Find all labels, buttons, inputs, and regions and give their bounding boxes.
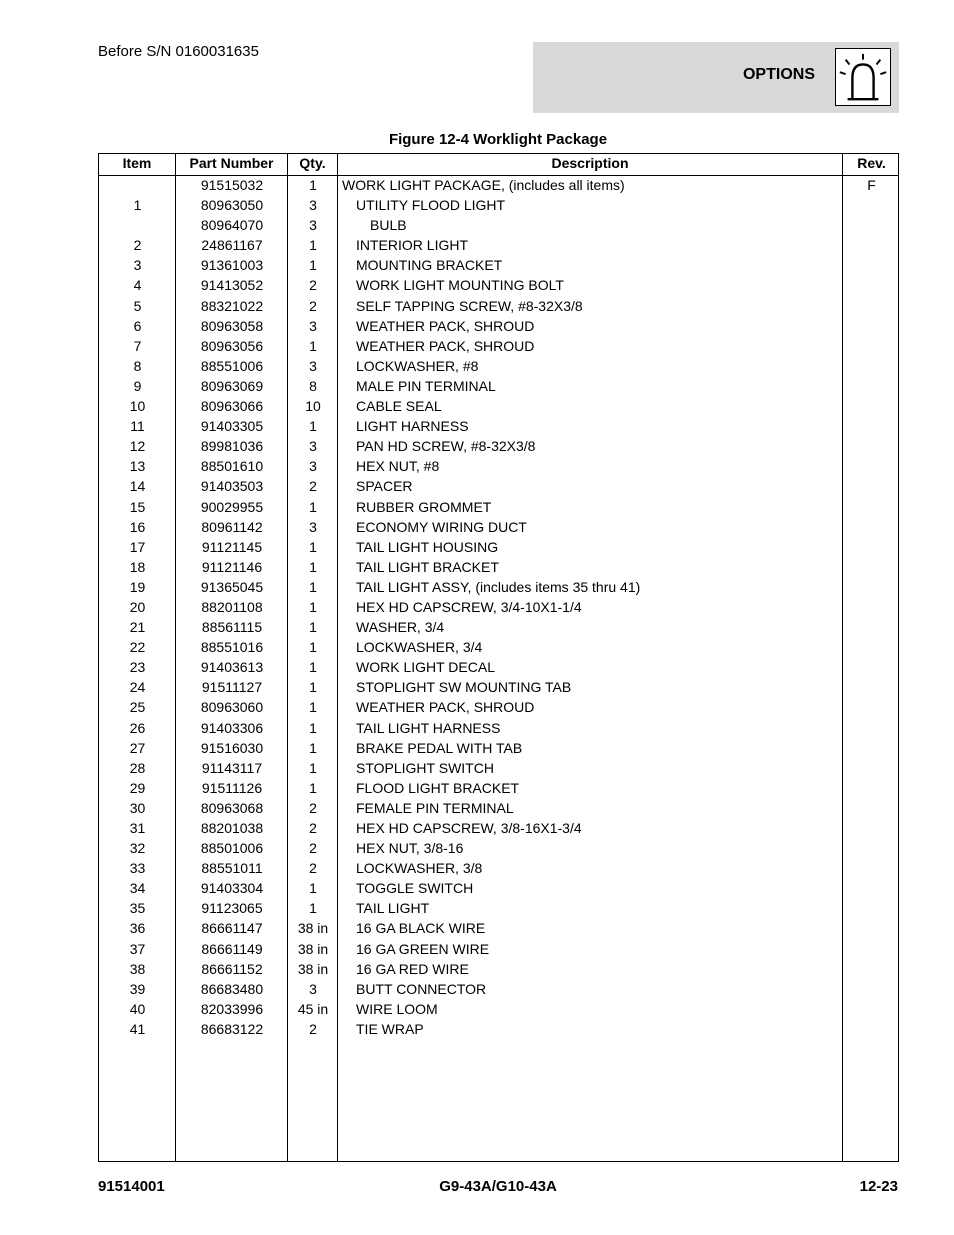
- cell-item: 38: [129, 960, 146, 977]
- cell-part-number: 86661152: [201, 960, 263, 977]
- cell-qty: 3: [309, 357, 317, 374]
- cell-part-number: 80963056: [200, 337, 264, 354]
- cell-item: 39: [129, 980, 146, 997]
- table-row: [99, 235, 898, 255]
- table-row: [99, 537, 898, 557]
- cell-part-number: 91123065: [201, 900, 263, 917]
- cell-item: 22: [129, 639, 146, 656]
- cell-item: 17: [129, 538, 146, 555]
- cell-description: UTILITY FLOOD LIGHT: [356, 197, 506, 214]
- table-row: [99, 838, 898, 858]
- cell-description: TOGGLE SWITCH: [356, 880, 474, 897]
- cell-description: BRAKE PEDAL WITH TAB: [356, 739, 523, 756]
- cell-qty: 1: [309, 900, 317, 917]
- cell-qty: 1: [309, 739, 317, 756]
- cell-part-number: 88201108: [201, 598, 263, 615]
- cell-description: WORK LIGHT PACKAGE, (includes all items): [342, 177, 625, 193]
- col-header-part-number: Part Number: [189, 155, 274, 171]
- cell-part-number: 80964070: [200, 217, 264, 234]
- cell-item: 27: [129, 739, 146, 756]
- cell-item: 15: [129, 498, 146, 515]
- table-row: [99, 758, 898, 778]
- cell-part-number: 24861167: [201, 237, 263, 254]
- cell-item: 13: [129, 458, 146, 475]
- table-row: [99, 597, 898, 617]
- table-row: [99, 416, 898, 436]
- table-row: [99, 316, 898, 336]
- cell-description: RUBBER GROMMET: [356, 498, 492, 515]
- table-row: [99, 858, 898, 878]
- cell-item: 37: [129, 940, 146, 957]
- cell-item: 21: [129, 619, 146, 636]
- cell-part-number: 86661149: [201, 940, 263, 957]
- cell-qty: 1: [309, 699, 317, 716]
- cell-part-number: 80963068: [200, 799, 264, 816]
- cell-description: WIRE LOOM: [356, 1000, 438, 1017]
- figure-title: Figure 12-4 Worklight Package: [388, 131, 608, 148]
- table-row: [99, 557, 898, 577]
- cell-part-number: 91511127: [201, 679, 263, 696]
- cell-item: 36: [129, 920, 146, 937]
- cell-item: 40: [129, 1000, 146, 1017]
- cell-part-number: 82033996: [200, 1000, 264, 1017]
- table-row: [99, 476, 898, 496]
- table-row: [99, 1019, 898, 1039]
- cell-qty: 1: [309, 237, 317, 254]
- cell-part-number: 88561115: [201, 619, 263, 636]
- cell-item: 23: [129, 659, 146, 676]
- cell-description: LOCKWASHER, 3/8: [356, 860, 483, 877]
- cell-item: 33: [129, 860, 146, 877]
- cell-description: BULB: [370, 217, 407, 234]
- cell-part-number: 89981036: [200, 438, 264, 455]
- cell-item: 11: [130, 418, 145, 435]
- cell-description: WASHER, 3/4: [356, 619, 445, 636]
- cell-description: HEX HD CAPSCREW, 3/8-16X1-3/4: [356, 820, 582, 836]
- cell-qty: 1: [309, 639, 317, 656]
- cell-item: 26: [129, 719, 146, 736]
- cell-qty: 2: [309, 860, 317, 877]
- cell-item: 41: [129, 1020, 146, 1037]
- table-row: [99, 255, 898, 275]
- cell-item: 32: [129, 840, 146, 857]
- cell-qty: 1: [309, 759, 317, 776]
- cell-item: 19: [129, 578, 146, 595]
- cell-item: 12: [129, 438, 146, 455]
- doc-number: 91514001: [98, 1178, 165, 1195]
- cell-part-number: 91403503: [200, 478, 264, 495]
- col-header-description: Description: [551, 155, 629, 171]
- serial-note: Before S/N 0160031635: [98, 43, 259, 60]
- cell-item: 30: [129, 799, 146, 816]
- table-row: [99, 939, 898, 959]
- cell-description: CABLE SEAL: [356, 398, 442, 415]
- cell-qty: 2: [309, 799, 317, 816]
- cell-qty: 1: [309, 779, 317, 796]
- cell-item: 6: [133, 317, 142, 334]
- section-header: [533, 42, 899, 113]
- cell-description: WORK LIGHT DECAL: [356, 659, 495, 676]
- table-row: [99, 296, 898, 316]
- col-header-qty: Qty.: [299, 155, 326, 171]
- cell-description: ECONOMY WIRING DUCT: [356, 518, 527, 535]
- cell-item: 16: [129, 518, 146, 535]
- table-body: [99, 175, 898, 1039]
- cell-item: 9: [133, 377, 142, 394]
- cell-part-number: 88551016: [200, 639, 264, 656]
- table-row: [99, 396, 898, 416]
- cell-description: 16 GA GREEN WIRE: [356, 940, 490, 957]
- cell-qty: 38 in: [297, 920, 329, 937]
- cell-qty: 1: [309, 337, 317, 354]
- cell-item: 1: [133, 197, 142, 214]
- table-row: [99, 497, 898, 517]
- cell-item: 24: [129, 679, 146, 696]
- table-row: [99, 718, 898, 738]
- cell-description: TAIL LIGHT HOUSING: [356, 538, 499, 555]
- table-row: [99, 175, 898, 195]
- cell-part-number: 88551011: [201, 860, 263, 877]
- cell-qty: 2: [309, 840, 317, 857]
- cell-part-number: 80963050: [200, 197, 264, 214]
- cell-part-number: 91365045: [200, 578, 264, 595]
- table-row: [99, 918, 898, 938]
- cell-part-number: 90029955: [200, 498, 264, 515]
- cell-qty: 1: [309, 578, 317, 595]
- cell-part-number: 91516030: [200, 739, 264, 756]
- table-row: [99, 637, 898, 657]
- cell-item: 8: [133, 357, 142, 374]
- cell-description: FLOOD LIGHT BRACKET: [356, 779, 520, 796]
- section-title: OPTIONS: [742, 66, 815, 83]
- cell-description: FEMALE PIN TERMINAL: [356, 799, 514, 816]
- cell-description: WEATHER PACK, SHROUD: [356, 337, 535, 354]
- cell-part-number: 91413052: [200, 277, 264, 294]
- col-header-rev: Rev.: [857, 155, 886, 171]
- cell-part-number: 88551006: [200, 357, 264, 374]
- cell-part-number: 86683122: [200, 1020, 264, 1037]
- cell-item: 10: [129, 398, 146, 415]
- table-row: [99, 215, 898, 235]
- cell-qty: 1: [309, 558, 317, 575]
- worklight-icon: [835, 48, 891, 106]
- table-row: [99, 436, 898, 456]
- cell-description: 16 GA BLACK WIRE: [356, 920, 486, 937]
- table-row: [99, 356, 898, 376]
- cell-part-number: 80963069: [200, 377, 264, 394]
- cell-part-number: 86683480: [200, 980, 264, 997]
- cell-part-number: 91511126: [201, 779, 263, 796]
- cell-qty: 1: [309, 880, 317, 897]
- cell-description: SPACER: [356, 478, 413, 495]
- table-row: [99, 959, 898, 979]
- table-row: [99, 738, 898, 758]
- cell-item: 25: [129, 699, 146, 716]
- table-row: [99, 677, 898, 697]
- cell-description: INTERIOR LIGHT: [356, 237, 469, 254]
- cell-qty: 45 in: [297, 1000, 329, 1017]
- cell-qty: 1: [309, 498, 317, 515]
- cell-description: STOPLIGHT SW MOUNTING TAB: [356, 679, 572, 696]
- table-row: [99, 195, 898, 215]
- table-row: [99, 878, 898, 898]
- model-number: G9-43A/G10-43A: [439, 1178, 557, 1195]
- cell-part-number: 91143117: [201, 759, 263, 776]
- cell-item: 5: [133, 297, 142, 314]
- table-row: [99, 979, 898, 999]
- cell-qty: 2: [309, 478, 317, 495]
- cell-qty: 3: [309, 317, 317, 334]
- cell-part-number: 80963060: [200, 699, 264, 716]
- cell-part-number: 88501006: [200, 840, 264, 857]
- cell-qty: 1: [309, 619, 317, 636]
- cell-qty: 1: [309, 538, 317, 555]
- cell-description: MOUNTING BRACKET: [356, 257, 503, 274]
- table-row: [99, 657, 898, 677]
- cell-description: LOCKWASHER, 3/4: [356, 639, 483, 656]
- table-row: [99, 818, 898, 838]
- cell-part-number: 80961142: [201, 518, 263, 535]
- cell-description: 16 GA RED WIRE: [356, 960, 469, 977]
- cell-qty: 1: [309, 679, 317, 696]
- cell-item: 7: [133, 337, 142, 354]
- cell-qty: 38 in: [297, 940, 329, 957]
- cell-part-number: 91515032: [200, 177, 264, 193]
- cell-description: WORK LIGHT MOUNTING BOLT: [356, 277, 564, 294]
- table-row: [99, 778, 898, 798]
- cell-item: 20: [129, 598, 146, 615]
- cell-description: LOCKWASHER, #8: [356, 357, 479, 374]
- cell-description: PAN HD SCREW, #8-32X3/8: [356, 438, 536, 455]
- cell-item: 34: [129, 880, 146, 897]
- cell-qty: 2: [309, 820, 317, 836]
- cell-qty: 1: [309, 598, 317, 615]
- page-number: 12-23: [859, 1178, 898, 1195]
- cell-item: 14: [129, 478, 146, 495]
- table-row: [99, 577, 898, 597]
- cell-qty: 3: [309, 980, 317, 997]
- cell-description: WEATHER PACK, SHROUD: [356, 699, 535, 716]
- cell-qty: 3: [309, 438, 317, 455]
- cell-part-number: 88321022: [200, 297, 264, 314]
- parts-table: [98, 153, 899, 1162]
- cell-description: BUTT CONNECTOR: [356, 980, 487, 997]
- cell-qty: 3: [309, 518, 317, 535]
- cell-description: HEX NUT, #8: [356, 458, 440, 475]
- cell-description: TAIL LIGHT ASSY, (includes items 35 thru 41): [356, 578, 641, 595]
- cell-description: TAIL LIGHT BRACKET: [356, 558, 499, 575]
- table-row: [99, 275, 898, 295]
- cell-description: TAIL LIGHT: [356, 900, 430, 917]
- cell-rev: F: [867, 177, 876, 193]
- cell-description: TIE WRAP: [356, 1020, 424, 1037]
- cell-qty: 1: [309, 257, 317, 274]
- cell-part-number: 91121145: [201, 538, 263, 555]
- cell-part-number: 91403304: [200, 880, 264, 897]
- table-row: [99, 898, 898, 918]
- cell-item: 29: [129, 779, 146, 796]
- table-row: [99, 517, 898, 537]
- cell-part-number: 86661147: [201, 920, 263, 937]
- cell-qty: 8: [309, 377, 317, 394]
- cell-item: 3: [133, 257, 142, 274]
- cell-description: STOPLIGHT SWITCH: [356, 759, 494, 776]
- cell-qty: 1: [309, 418, 317, 435]
- table-row: [99, 376, 898, 396]
- cell-part-number: 88201038: [200, 820, 264, 836]
- table-row: [99, 456, 898, 476]
- cell-description: HEX HD CAPSCREW, 3/4-10X1-1/4: [356, 598, 582, 615]
- cell-part-number: 91361003: [200, 257, 264, 274]
- cell-part-number: 91403305: [200, 418, 264, 435]
- cell-qty: 2: [309, 1020, 317, 1037]
- cell-qty: 1: [309, 719, 317, 736]
- cell-description: HEX NUT, 3/8-16: [356, 840, 464, 857]
- table-row: [99, 798, 898, 818]
- cell-qty: 2: [309, 277, 317, 294]
- cell-part-number: 80963058: [200, 317, 264, 334]
- cell-item: 18: [129, 558, 146, 575]
- cell-part-number: 88501610: [200, 458, 264, 475]
- cell-description: SELF TAPPING SCREW, #8-32X3/8: [356, 297, 583, 314]
- cell-qty: 2: [309, 297, 317, 314]
- cell-item: 35: [129, 900, 146, 917]
- cell-qty: 3: [309, 217, 317, 234]
- cell-item: 2: [133, 237, 142, 254]
- cell-item: 28: [129, 759, 146, 776]
- cell-description: TAIL LIGHT HARNESS: [356, 719, 501, 736]
- table-row: [99, 697, 898, 717]
- cell-qty: 1: [309, 177, 317, 193]
- cell-qty: 3: [309, 197, 317, 214]
- cell-qty: 1: [309, 659, 317, 676]
- cell-qty: 3: [309, 458, 317, 475]
- cell-part-number: 91403306: [200, 719, 264, 736]
- cell-qty: 38 in: [297, 960, 329, 977]
- table-row: [99, 999, 898, 1019]
- cell-description: LIGHT HARNESS: [356, 418, 469, 435]
- table-row: [99, 617, 898, 637]
- cell-part-number: 91121146: [201, 558, 263, 575]
- cell-part-number: 91403613: [200, 659, 264, 676]
- cell-part-number: 80963066: [200, 398, 264, 415]
- cell-item: 31: [129, 820, 146, 836]
- cell-description: MALE PIN TERMINAL: [356, 377, 496, 394]
- col-header-item: Item: [122, 155, 152, 171]
- table-row: [99, 336, 898, 356]
- cell-item: 4: [133, 277, 142, 294]
- cell-qty: 10: [305, 398, 321, 415]
- cell-description: WEATHER PACK, SHROUD: [356, 317, 535, 334]
